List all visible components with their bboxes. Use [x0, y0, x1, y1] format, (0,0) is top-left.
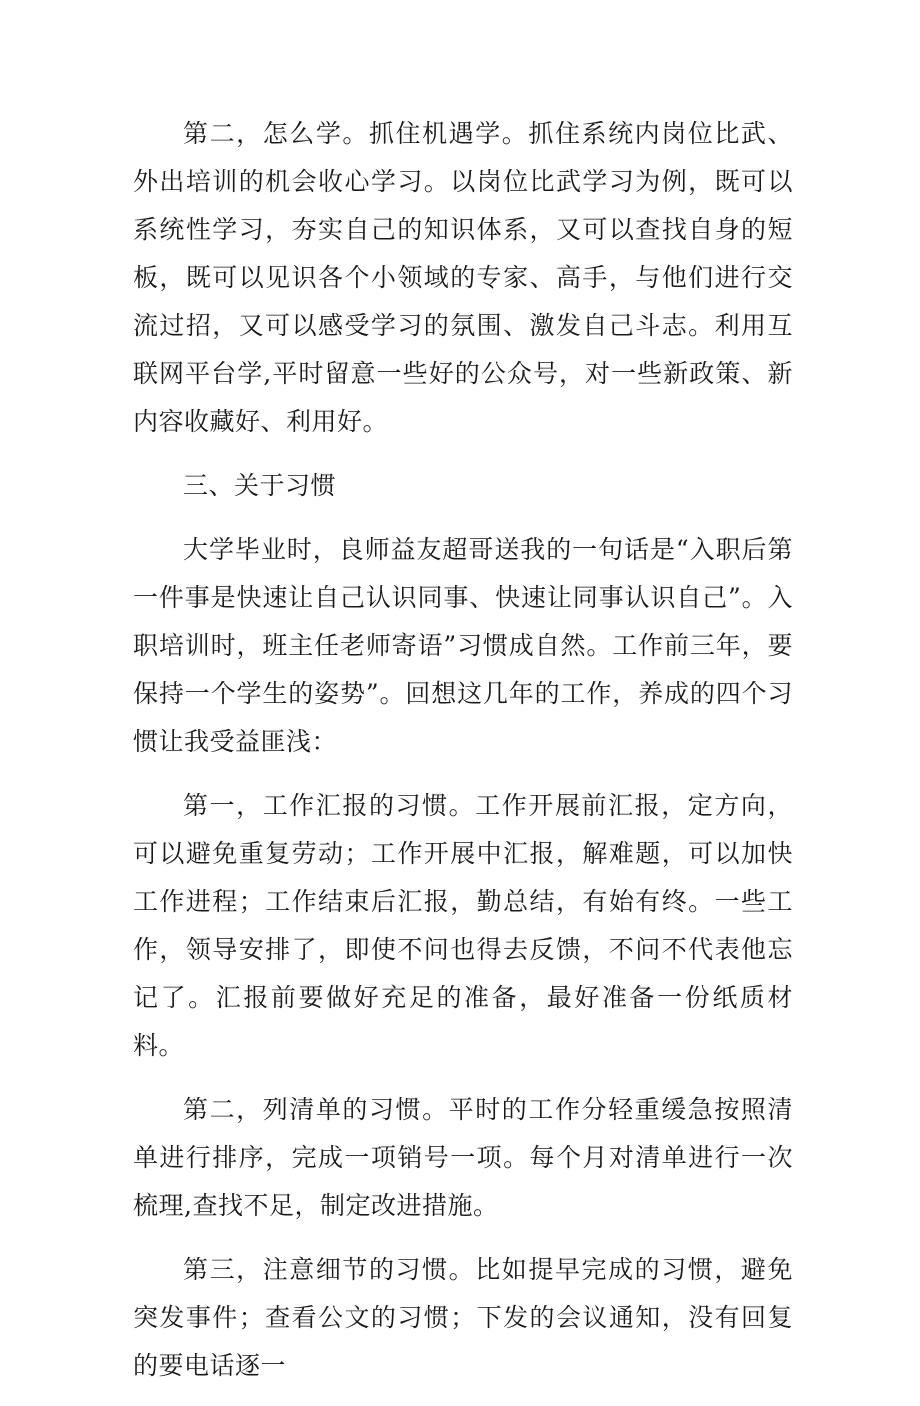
paragraph-detail-habit: 第三，注意细节的习惯。比如提早完成的习惯，避免突发事件；查看公文的习惯；下发的会议通知，没有回复的要电话逐一: [133, 1255, 793, 1380]
section-heading-habits: 三、关于习惯: [183, 471, 337, 500]
paragraph-checklist-habit: 第二，列清单的习惯。平时的工作分轻重缓急按照清单进行排序，完成一项销号一项。每个月对清单进行一次梳理,查找不足，制定改进措施。: [133, 1095, 793, 1220]
paragraph-reporting-habit: 第一，工作汇报的习惯。工作开展前汇报，定方向，可以避免重复劳动；工作开展中汇报，解难题，可以加快工作进程；工作结束后汇报，勤总结，有始有终。一些工作，领导安排了，即使不问也得去反馈，不问不代表他忘记了。汇报前要做好充足的准备，最好准备一份纸质材料。: [133, 791, 793, 1060]
paragraph-how-to-learn: 第二，怎么学。抓住机遇学。抓住系统内岗位比武、外出培训的机会收心学习。以岗位比武学习为例，既可以系统性学习，夯实自己的知识体系，又可以查找自身的短板，既可以见识各个小领域的专家、高手，与他们进行交流过招，又可以感受学习的氛围、激发自己斗志。利用互联网平台学,平时留意一些好的公众号，对一些新政策、新内容收藏好、利用好。: [133, 119, 793, 436]
paragraph-graduation-advice: 大学毕业时，良师益友超哥送我的一句话是“入职后第一件事是快速让自己认识同事、快速让同事认识自己”。入职培训时，班主任老师寄语”习惯成自然。工作前三年，要保持一个学生的姿势”。回想这几年的工作，养成的四个习惯让我受益匪浅：: [133, 535, 793, 756]
document-body: [133, 110, 793, 1406]
